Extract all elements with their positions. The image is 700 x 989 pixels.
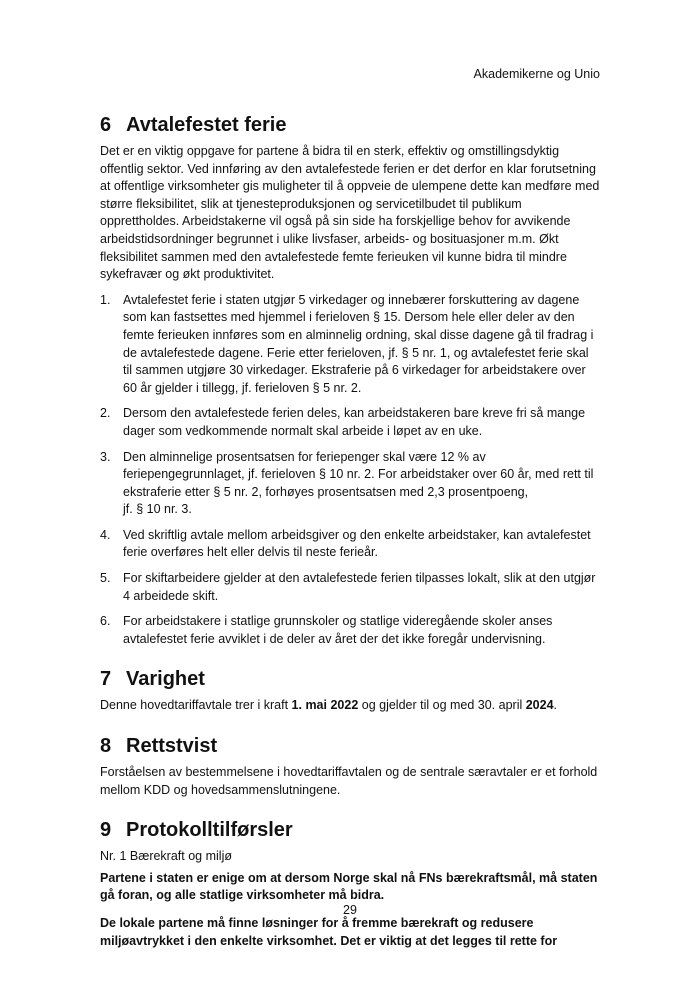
list-item-number: 1. — [100, 292, 111, 307]
section-heading — [100, 666, 600, 692]
bold-paragraph: De lokale partene må finne løsninger for å fremme bærekraft og redusere miljøavtrykket i den enkelte virksomhet. Det er viktig at det legges til rette for — [100, 916, 558, 948]
section-title: Rettstvist — [126, 735, 218, 758]
list-item-number: 2. — [100, 406, 111, 421]
text-run: og gjelder til og med 30. april — [358, 698, 526, 713]
text-run: . — [553, 698, 558, 713]
list-item-text: Avtalefestet ferie i staten utgjør 5 virkedager og innebærer forskuttering av dagene som kan fastsettes med hjemmel i ferieloven § 15. Dersom hele eller deler av den femte ferieuken innføres som en alminnelig ordning, skal disse dagene gå til fradrag i de avtalefestede dagene. Ferie etter ferieloven, jf. § 5 nr. 1, og avtalefestet ferie skal til sammen utgjøre 30 virkedager. Ekstraferie på 6 virkedager for arbeidstakere over 60 år gjelder i tillegg, jf. ferieloven § 5 nr. 2. — [123, 292, 594, 395]
list-item-content — [123, 449, 600, 519]
list-item-number: 3. — [100, 449, 111, 464]
text-run: Denne hovedtariffavtale trer i kraft — [100, 698, 292, 713]
section-title: Avtalefestet ferie — [126, 114, 287, 136]
list-item — [100, 405, 600, 440]
section-intro-paragraph: Det er en viktig oppgave for partene å bidra til en sterk, effektiv og omstillingsdyktig offentlig sektor. Ved innføring av den avtalefestede ferien er det derfor en klar forutsetning at offentlige virksomheter gis muligheter til å oppveie de ulempene dette kan medføre med større fleksibilitet, slik at tjenesteproduksjonen og servicetilbudet til publikum opprettholdes. Arbeidstakerne vil også på sin side ha forskjellige behov for avvikende arbeidstidsordninger begrunnet i ulike livsfaser, arbeids- og bosituasjoner m.m. Økt fleksibilitet sammen med den avtalefestede femte ferieuken vil kunne bidra til mindre sykefravær og økt produktivitet. — [100, 144, 600, 282]
page-content — [100, 112, 600, 950]
list-item-number: 6. — [100, 614, 111, 629]
list-item-number: 5. — [100, 571, 111, 586]
list-item — [100, 570, 600, 605]
list-item — [100, 292, 600, 398]
numbered-list — [100, 292, 600, 649]
section-avtalefestet-ferie — [100, 112, 600, 648]
section-number: 7 — [100, 668, 112, 691]
section-paragraph — [100, 697, 600, 715]
running-header: Akademikerne og Unio — [473, 67, 600, 81]
start-date: 1. mai 2022 — [291, 698, 359, 713]
section-title: Protokolltilførsler — [126, 819, 293, 842]
section-heading — [100, 817, 600, 843]
list-item — [100, 613, 600, 648]
section-heading — [100, 733, 600, 759]
list-item — [100, 449, 600, 519]
list-item-text: Ved skriftlig avtale mellom arbeidsgiver og den enkelte arbeidstaker, kan avtalefestet ferie overføres helt eller delvis til neste ferieår. — [123, 527, 591, 560]
section-number: 6 — [100, 114, 112, 136]
section-varighet — [100, 666, 600, 715]
list-item-text: For arbeidstakere i statlige grunnskoler og statlige videregående skoler anses avtalefestet ferie avviklet i de deler av året der det ikke foregår undervisning. — [123, 614, 553, 646]
section-number: 9 — [100, 819, 112, 842]
protocol-label: Nr. 1 Bærekraft og miljø — [100, 849, 232, 864]
section-protokolltilforsler — [100, 817, 600, 950]
list-item-text-continued: jf. § 10 nr. 3. — [123, 502, 192, 517]
list-item — [100, 527, 600, 562]
section-number: 8 — [100, 735, 112, 758]
page-number: 29 — [343, 903, 357, 917]
section-rettstvist — [100, 733, 600, 799]
section-paragraph: Forståelsen av bestemmelsene i hovedtariffavtalen og de sentrale særavtaler er et forhold mellom KDD og hovedsammenslutningene. — [100, 765, 598, 797]
list-item-text: Den alminnelige prosentsatsen for feriepenger skal være 12 % av feriepengegrunnlaget, jf. ferieloven § 10 nr. 2. For arbeidstaker over 60 år, med rett til ekstraferie etter § 5 nr. 2, forhøyes prosentsatsen med 2,3 prosentpoeng, — [123, 449, 594, 499]
bold-paragraph: Partene i staten er enige om at dersom Norge skal nå FNs bærekraftsmål, må staten gå foran, og alle statlige virksomheter må bidra. — [100, 870, 598, 903]
end-year: 2024 — [525, 698, 554, 713]
list-item-text: Dersom den avtalefestede ferien deles, kan arbeidstakeren bare kreve fri så mange dager som vedkommende normalt skal arbeide i løpet av en uke. — [123, 406, 586, 438]
section-title: Varighet — [126, 668, 205, 691]
section-heading — [100, 112, 600, 138]
list-item-number: 4. — [100, 527, 111, 542]
list-item-text: For skiftarbeidere gjelder at den avtalefestede ferien tilpasses lokalt, slik at den utgjør 4 arbeidede skift. — [123, 571, 596, 603]
